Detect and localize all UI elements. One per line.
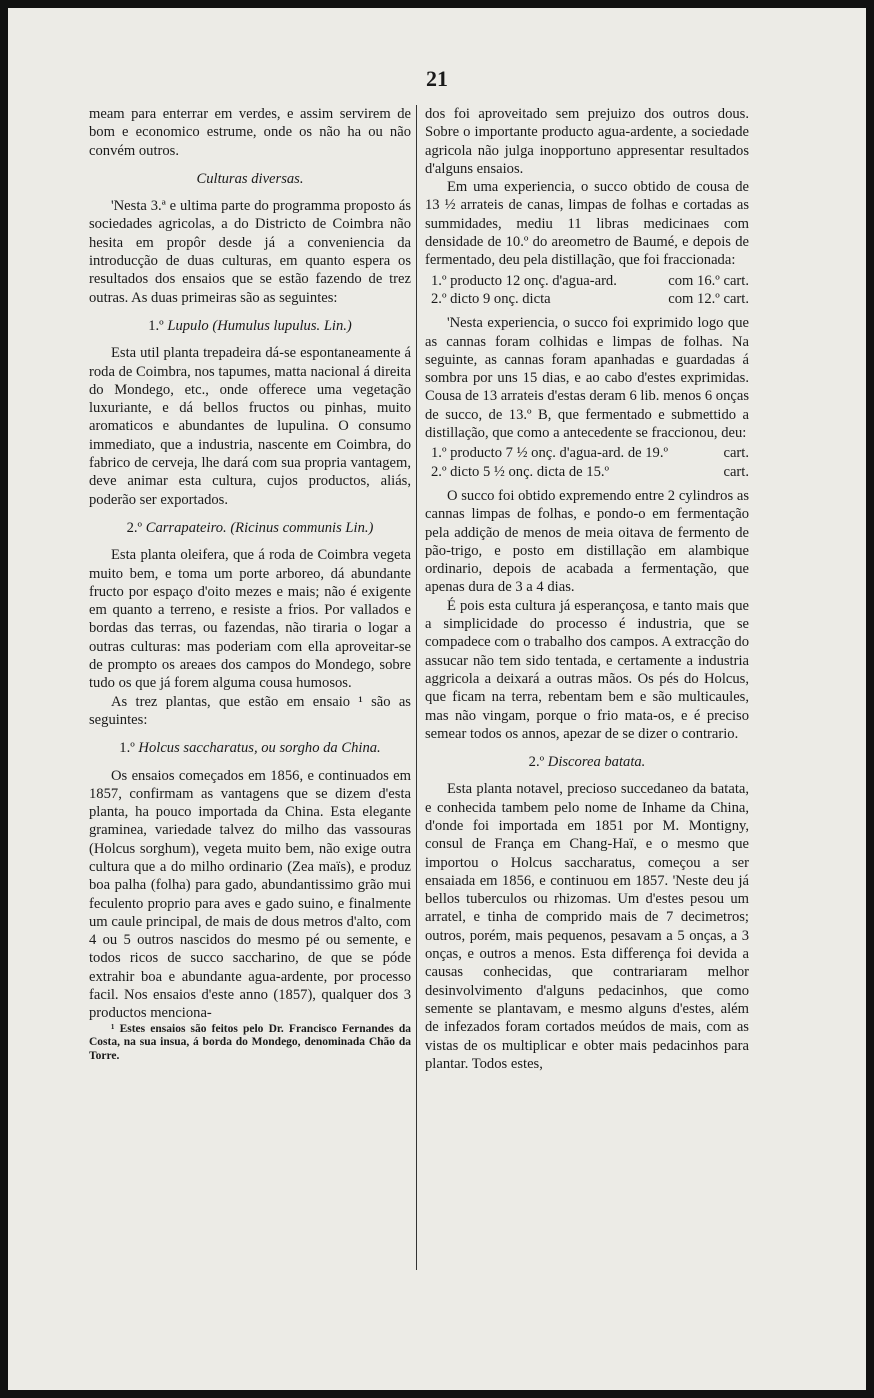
section-heading-carrapateiro: 2.º Carrapateiro. (Ricinus communis Lin.) (126, 519, 374, 536)
paragraph: dos foi aproveitado sem prejuizo dos outros dous. Sobre o importante producto agua-ardente, a sociedade agricola não julga inopportuno appresentar resultados d'alguns ensaios. (425, 106, 749, 177)
section-heading-culturas: Culturas diversas. (196, 170, 304, 187)
page (8, 8, 866, 1390)
product-row: 1.º producto 7 ½ onç. d'agua-ard. de 19.º cart. (431, 445, 749, 462)
page-number: 21 (426, 66, 448, 91)
paragraph: Esta planta notavel, precioso succedaneo da batata, e conhecida tambem pelo nome de Inhame da China, d'onde foi importada em 1851 por M. Montigny, consul de França em Chang-Haï, e o mesmo que importou o Holcus saccharatus, começou a ser ensaiada em 1856, e continuou em 1857. 'Neste deu já bellos tuberculos ou rhizomas. Um d'estes pesou um arratel, e tinha de comprido mais de 7 decimetros; outros, porém, mais pequenos, pesavam a 5 onças, a 3 onças, e outros a menos. Esta differença foi devida a causas conhecidas, que contrariaram melhor desinvolvimento d'alguns pedacinhos, que como semente se plantavam, e mesmo alguns d'estes, além de infezados foram cortados meúdos de mais, com as vistas de os multiplicar e obter mais pedacinhos para plantar. Todos estes, (425, 781, 749, 1072)
left-column (89, 105, 411, 1063)
paragraph: Os ensaios começados em 1856, e continuados em 1857, confirmam as vantagens que se dizem d'esta planta, ha pouco importada da China. Esta elegante graminea, variedade talvez do milho das vassouras (Holcus sorghum), vegeta muito bem, não exige outra cultura que a do milho ordinario (Zea maïs), e produz boa palha (folha) para gado, abundantissimo grão mui feculento proprio para aves e gado suino, e finalmente um caule principal, de mais de dous metros d'alto, com 4 ou 5 outros nascidos do mesmo pé ou semente, e todos ricos de succo saccharino, de que se póde extrahir boa e abundante agua-ardente, por processo facil. Nos ensaios d'este anno (1857), qualquer dos 3 productos menciona- (89, 767, 411, 1022)
paragraph: É pois esta cultura já esperançosa, e tanto mais que a simplicidade do processo é industria, que se compadece com o trabalho dos campos. A extracção do assucar não tem sido tentada, e certamente a industria aggricola a deixará a outras mãos. Os pés do Holcus, que ficam na terra, rebentam bem e são multicaules, mas não vingam, porque o frio mata-os, e é preciso semear todos os annos, apezar de se dizer o contrario. (425, 597, 749, 742)
paragraph: 'Nesta experiencia, o succo foi exprimido logo que as cannas foram colhidas e limpas de folhas. Na seguinte, as cannas foram apanhadas e guardadas á sombra por uns 15 dias, e ao cabo d'estes exprimidas. Cousa de 13 arrateis d'estas deram 6 lib. menos 6 onças de succo, de 13.º B, que fermentado e submettido a distillação, que como a antecedente se fraccionou, deu: (425, 315, 750, 442)
paragraph: As trez plantas, que estão em ensaio ¹ são as seguintes: (89, 693, 411, 728)
product-table-a (425, 272, 749, 309)
section-heading-lupulo: 1.º Lupulo (Humulus lupulus. Lin.) (148, 317, 352, 334)
paragraph: Em uma experiencia, o succo obtido de cousa de 13 ½ arrateis de canas, limpas de folhas e cortadas as summidades, mediu 11 libras medicinaes com densidade de 10.º do areometro de Baumé, e depois de fermentado, deu pela distillação, que foi fraccionada: (425, 179, 749, 269)
section-heading-holcus: 1.º Holcus saccharatus, ou sorgho da China. (119, 740, 381, 757)
paragraph: 'Nesta 3.ª e ultima parte do programma proposto ás sociedades agricolas, a do Districto de Coimbra não hesita em propôr desde já a conveniencia da introducção de duas culturas, em quanto espera os resultados dos ensaios que se estão fazendo de trez outras. As duas primeiras são as seguintes: (89, 198, 411, 306)
right-column (425, 105, 749, 1073)
paragraph: Esta planta oleifera, que á roda de Coimbra vegeta muito bem, e toma um porte arboreo, dá abundante fructo por espaço d'oito mezes e mais; não é exigente em quanto a terreno, e resiste a frios. Por vallados e bordas das terras, ou fazendas, não tiraria o logar a outras culturas: mas poderiam com ella aproveitar-se de prompto os areaes dos campos do Mondego, sobre tudo os que já forem alguma cousa humosos. (89, 547, 411, 692)
paragraph: Esta util planta trepadeira dá-se espontaneamente á roda de Coimbra, nos tapumes, matta nacional á direita do Mondego, etc., onde offerece uma vegetação luxuriante, e dá bellos fructos ou pinhas, muito aromaticos e abundantes de lupulina. O consumo immediato, que a industria, nascente em Coimbra, do fabrico de cerveja, lhe dará com sua propria vantagem, deve animar esta cultura, cujos productos, aliás, poderão ser exportados. (89, 345, 411, 508)
paragraph: meam para enterrar em verdes, e assim servirem de bom e economico estrume, onde os não ha ou não convém outros. (89, 106, 411, 159)
product-row: 1.º producto 12 onç. d'agua-ard. com 16.º cart. (431, 272, 749, 289)
footnote: ¹ Estes ensaios são feitos pelo Dr. Francisco Fernandes da Costa, na sua insua, á borda do Mondego, denominada Chão da Torre. (89, 1022, 411, 1062)
section-heading-discorea: 2.º Discorea batata. (528, 754, 646, 771)
product-table-b (425, 444, 749, 481)
product-row: 2.º dicto 5 ½ onç. dicta de 15.º cart. (431, 463, 749, 480)
product-row: 2.º dicto 9 onç. dicta com 12.º cart. (431, 290, 749, 307)
column-divider (416, 105, 417, 1270)
paragraph: O succo foi obtido expremendo entre 2 cylindros as cannas limpas de folhas, e pondo-o em fermentação pela addição de menos de meia oitava de fermento de pão-trigo, e posto em distillação em alambique ordinario, depois de acabada a fermentação, que apenas dura de 3 a 4 dias. (425, 487, 749, 596)
